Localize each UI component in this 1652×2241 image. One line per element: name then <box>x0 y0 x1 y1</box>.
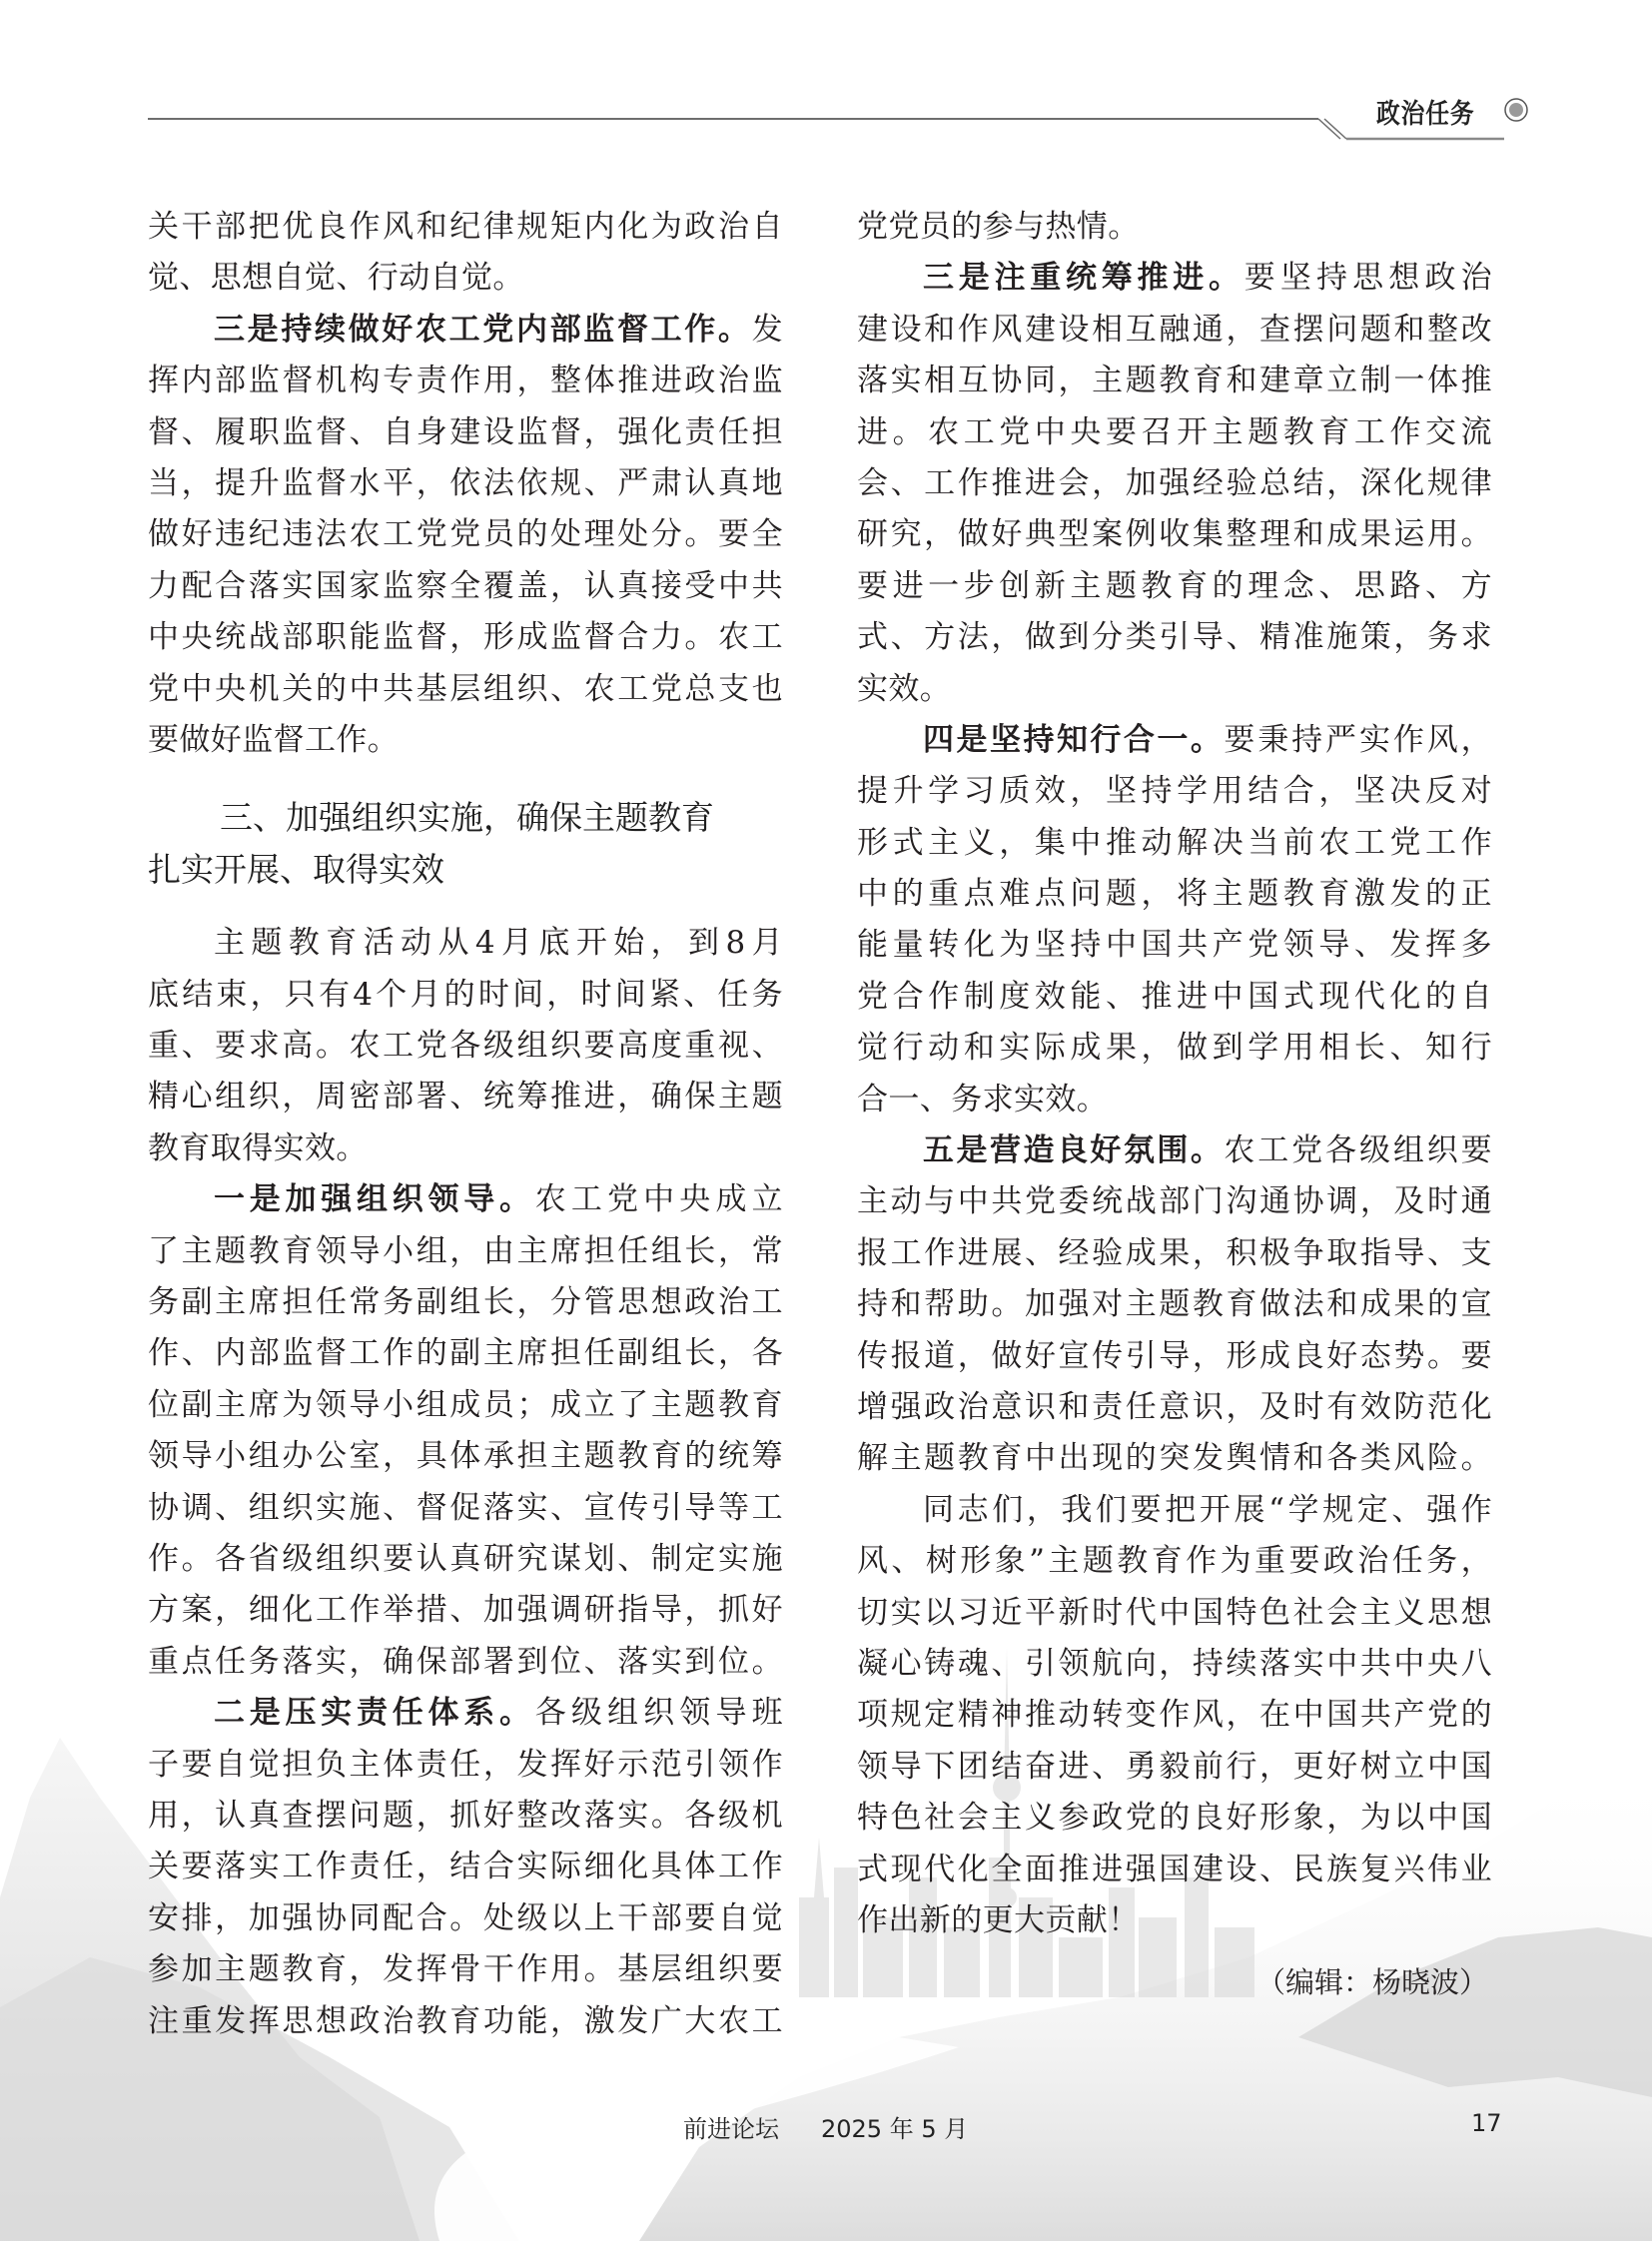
paragraph <box>148 305 783 767</box>
page-number: 17 <box>1471 2109 1502 2137</box>
text-line: 项规定精神推动转变作风，在中国共产党的 <box>857 1697 1492 1734</box>
text-line: 研究，做好典型案例收集整理和成果运用。 <box>857 516 1492 553</box>
text-line: 能量转化为坚持中国共产党领导、发挥多 <box>857 927 1492 964</box>
text-line <box>857 1125 1492 1176</box>
text-line <box>148 1688 783 1739</box>
text-line: 党中央机关的中共基层组织、农工党总支也 <box>148 670 783 707</box>
text-line: 实效。 <box>857 670 952 707</box>
text-run: 发 <box>751 311 783 348</box>
text-run: 要秉持严实作风， <box>1224 721 1493 758</box>
text-line: 报工作进展、经验成果，积极争取指导、支 <box>857 1234 1492 1271</box>
paragraph <box>857 1125 1492 1485</box>
text-line: 用，认真查摆问题，抓好整改落实。各级机 <box>148 1797 783 1834</box>
text-line: 党合作制度效能、推进中国式现代化的自 <box>857 978 1492 1015</box>
paragraph-lead: 三是注重统筹推进。 <box>923 260 1244 297</box>
text-line: 解主题教育中出现的突发舆情和各类风险。 <box>857 1440 1492 1477</box>
paragraph <box>857 715 1492 1125</box>
section-heading: 三、加强组织实施，确保主题教育 <box>220 798 714 838</box>
text-line: 式、方法，做到分类引导、精准施策，务求 <box>857 619 1492 656</box>
section-title: 政治任务 <box>1376 99 1475 130</box>
text-line: 合一、务求实效。 <box>857 1081 1109 1118</box>
text-line: 做好违纪违法农工党党员的处理处分。要全 <box>148 516 783 553</box>
text-line: 中的重点难点问题，将主题教育激发的正 <box>857 876 1492 913</box>
paragraph-lead: 五是营造良好氛围。 <box>923 1132 1225 1169</box>
text-line: 风、树形象”主题教育作为重要政治任务， <box>857 1543 1492 1580</box>
right-column <box>857 202 1492 2008</box>
text-line: 参加主题教育，发挥骨干作用。基层组织要 <box>148 1951 783 1988</box>
text-line: 方案，细化工作举措、加强调研指导，抓好 <box>148 1592 783 1629</box>
text-line: 安排，加强协同配合。处级以上干部要自觉 <box>148 1899 783 1936</box>
text-line: 式现代化全面推进强国建设、民族复兴伟业 <box>857 1851 1492 1887</box>
text-line <box>857 715 1492 766</box>
text-line: 领导小组办公室，具体承担主题教育的统筹 <box>148 1438 783 1475</box>
header-rule <box>0 0 1652 160</box>
text-line: 精心组织，周密部署、统筹推进，确保主题 <box>148 1079 783 1116</box>
text-line: 协调、组织实施、督促落实、宣传引导等工 <box>148 1489 783 1526</box>
left-column <box>148 202 783 2047</box>
text-line: 建设和作风建设相互融通，查摆问题和整改 <box>857 311 1492 348</box>
paragraph <box>857 1485 1492 1947</box>
text-line: 特色社会主义参政党的良好形象，为以中国 <box>857 1800 1492 1837</box>
paragraph <box>148 1688 783 2047</box>
paragraph <box>857 253 1492 715</box>
text-line: 持和帮助。加强对主题教育做法和成果的宣 <box>857 1286 1492 1323</box>
text-line: 作。各省级组织要认真研究谋划、制定实施 <box>148 1540 783 1577</box>
text-line: 会、工作推进会，加强经验总结，深化规律 <box>857 464 1492 501</box>
text-line: 要做好监督工作。 <box>148 721 400 758</box>
text-line: 关干部把优良作风和纪律规矩内化为政治自 <box>148 209 783 245</box>
text-line: 觉行动和实际成果，做到学用相长、知行 <box>857 1030 1492 1067</box>
text-line: 要进一步创新主题教育的理念、思路、方 <box>857 567 1492 604</box>
text-line <box>148 305 783 356</box>
text-line: 形式主义，集中推动解决当前农工党工作 <box>857 824 1492 861</box>
text-run: 各级组织领导班 <box>534 1695 783 1732</box>
paragraph-lead: 二是压实责任体系。 <box>214 1695 535 1732</box>
editor-credit: （编辑：杨晓波） <box>1255 1965 1488 2000</box>
text-line: 作、内部监督工作的副主席担任副组长，各 <box>148 1335 783 1372</box>
text-line: 务副主席担任常务副组长，分管思想政治工 <box>148 1284 783 1321</box>
text-line <box>148 1174 783 1225</box>
text-line: 同志们，我们要把开展“学规定、强作 <box>923 1491 1492 1528</box>
paragraph <box>148 1174 783 1688</box>
text-line: 力配合落实国家监察全覆盖，认真接受中共 <box>148 567 783 604</box>
magazine-name: 前进论坛 <box>683 2115 779 2143</box>
text-line: 主动与中共党委统战部门沟通协调，及时通 <box>857 1183 1492 1220</box>
text-line: 督、履职监督、自身建设监督，强化责任担 <box>148 413 783 450</box>
paragraph <box>148 918 783 1174</box>
text-line: 进。农工党中央要召开主题教育工作交流 <box>857 413 1492 450</box>
text-line: 党党员的参与热情。 <box>857 209 1140 245</box>
paragraph-lead: 三是持续做好农工党内部监督工作。 <box>214 311 752 348</box>
text-line: 了主题教育领导小组，由主席担任组长，常 <box>148 1232 783 1269</box>
radio-dot-icon <box>1505 99 1527 121</box>
text-line: 凝心铸魂、引领航向，持续落实中共中央八 <box>857 1645 1492 1682</box>
text-line: 关要落实工作责任，结合实际细化具体工作 <box>148 1849 783 1885</box>
text-line: 提升学习质效，坚持学用结合，坚决反对 <box>857 773 1492 810</box>
text-line: 落实相互协同，主题教育和建章立制一体推 <box>857 363 1492 399</box>
text-line: 中央统战部职能监督，形成监督合力。农工 <box>148 619 783 656</box>
text-line: 位副主席为领导小组成员；成立了主题教育 <box>148 1386 783 1423</box>
text-line: 传报道，做好宣传引导，形成良好态势。要 <box>857 1337 1492 1374</box>
text-line: 主题教育活动从4月底开始，到8月 <box>214 925 783 962</box>
text-line: 重、要求高。农工党各级组织要高度重视、 <box>148 1028 783 1065</box>
text-line: 注重发挥思想政治教育功能，激发广大农工 <box>148 2002 783 2039</box>
paragraph <box>148 202 783 305</box>
text-line: 增强政治意识和责任意识，及时有效防范化 <box>857 1388 1492 1425</box>
text-line: 子要自觉担负主体责任，发挥好示范引领作 <box>148 1746 783 1783</box>
text-line: 挥内部监督机构专责作用，整体推进政治监 <box>148 363 783 399</box>
issue-date: 2025 年 5 月 <box>821 2115 969 2143</box>
text-line: 底结束，只有4个月的时间，时间紧、任务 <box>148 976 783 1013</box>
paragraph-lead: 四是坚持知行合一。 <box>923 721 1225 758</box>
text-line: 教育取得实效。 <box>148 1129 368 1166</box>
text-run: 农工党各级组织要 <box>1224 1132 1493 1169</box>
paragraph-lead: 一是加强组织领导。 <box>214 1181 535 1218</box>
text-run: 要坚持思想政治 <box>1243 260 1492 297</box>
text-line: 切实以习近平新时代中国特色社会主义思想 <box>857 1594 1492 1631</box>
section-heading-cont: 扎实开展、取得实效 <box>148 850 444 890</box>
text-line: 作出新的更大贡献！ <box>857 1901 1140 1938</box>
text-line: 重点任务落实，确保部署到位、落实到位。 <box>148 1643 783 1680</box>
text-line: 觉、思想自觉、行动自觉。 <box>148 260 524 297</box>
text-line <box>857 253 1492 304</box>
page-header <box>0 0 1652 160</box>
text-line: 领导下团结奋进、勇毅前行，更好树立中国 <box>857 1748 1492 1785</box>
text-run: 农工党中央成立 <box>534 1181 783 1218</box>
text-line: 当，提升监督水平，依法依规、严肃认真地 <box>148 464 783 501</box>
paragraph <box>857 202 1492 253</box>
